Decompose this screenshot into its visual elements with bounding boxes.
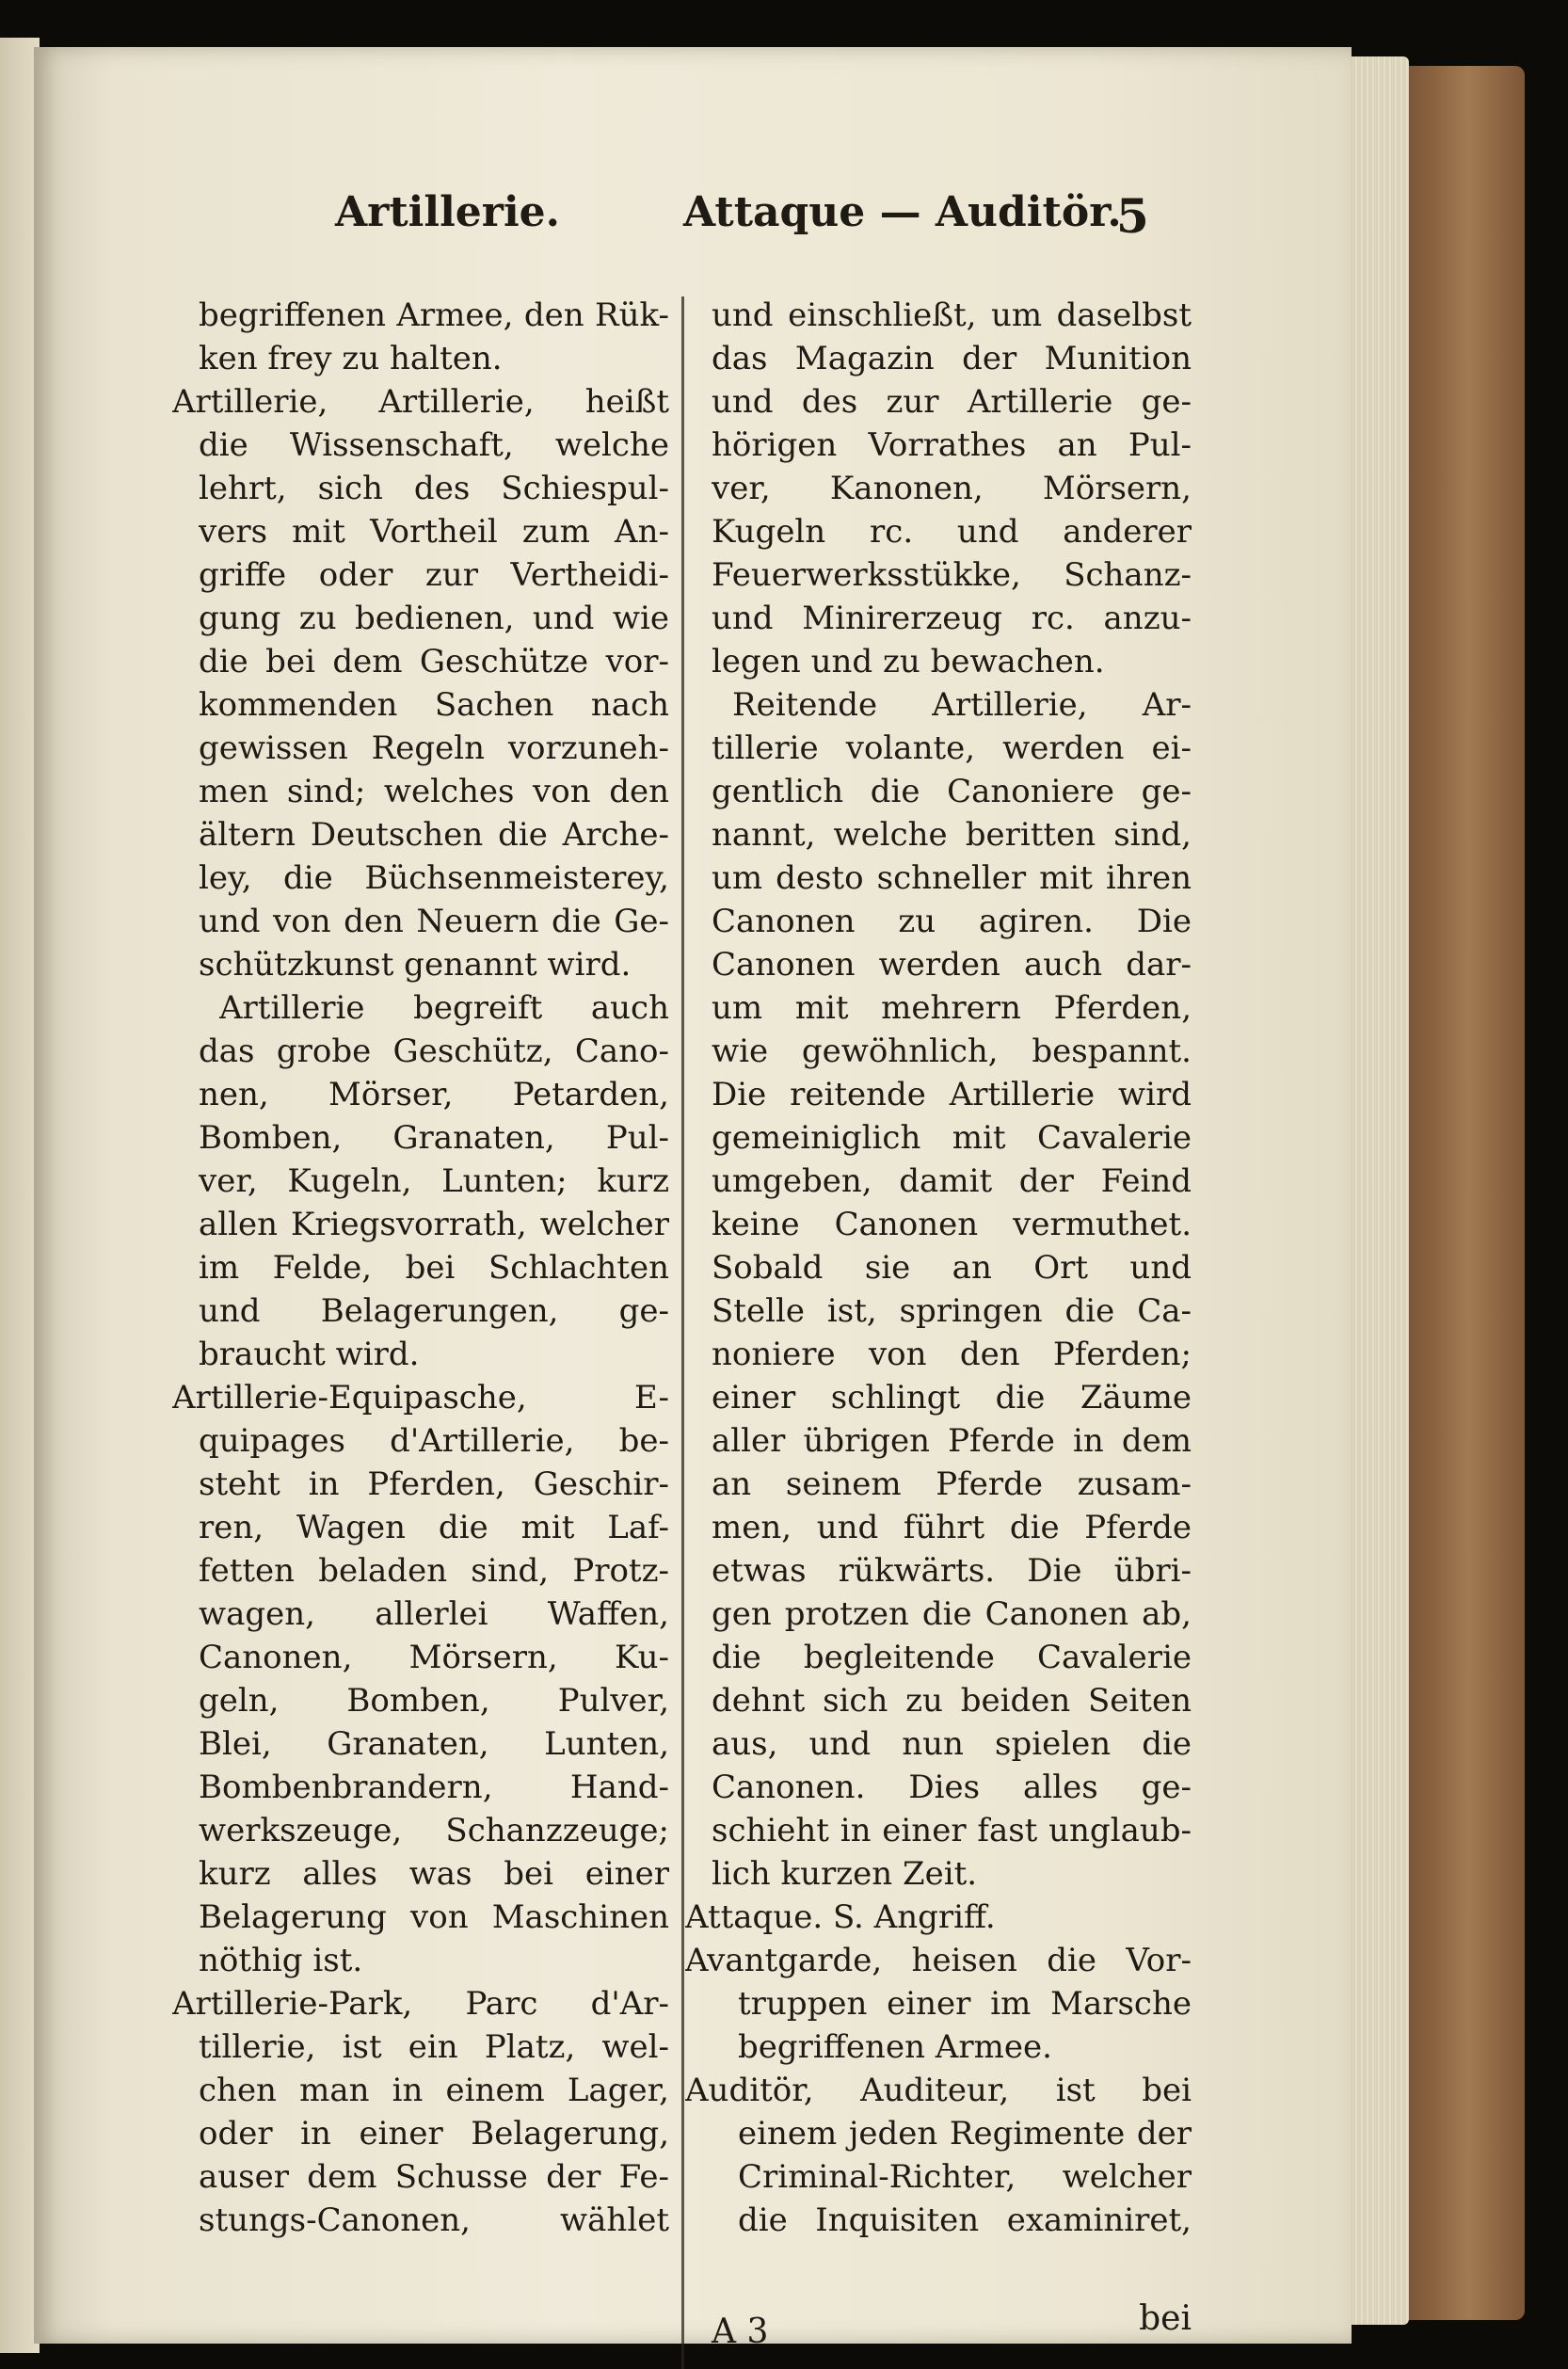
right-column — [685, 294, 1192, 2351]
text-line: Kugeln rc. und anderer — [712, 513, 1192, 551]
text-line: und einschließt, um daselbst — [712, 296, 1192, 334]
text-line: schieht in einer fast unglaub- — [712, 1812, 1192, 1849]
entry-head-line: Attaque. S. Angriff. — [685, 1898, 996, 1936]
text-line: das grobe Geschütz, Cano- — [199, 1032, 669, 1070]
text-line: wagen, allerlei Waffen, — [199, 1595, 669, 1633]
text-line: stungs-Canonen, wählet — [199, 2201, 669, 2239]
text-line: Artillerie begreift auch — [219, 989, 669, 1027]
text-line: und von den Neuern die Ge- — [199, 903, 669, 940]
text-line: braucht wird. — [199, 1336, 420, 1373]
text-line: auser dem Schusse der Fe- — [199, 2158, 669, 2196]
text-line: hörigen Vorrathes an Pul- — [712, 426, 1192, 464]
text-line: ley, die Büchsenmeisterey, — [199, 859, 669, 897]
running-head-right: Attaque — Auditör. — [683, 188, 1122, 236]
text-line: Canonen, Mörsern, Ku- — [199, 1639, 669, 1676]
text-line: griffe oder zur Vertheidi- — [199, 556, 669, 594]
text-line: kurz alles was bei einer — [199, 1855, 669, 1893]
text-line: fetten beladen sind, Protz- — [199, 1552, 669, 1590]
text-line: gentlich die Canoniere ge- — [712, 773, 1192, 810]
text-line: begriffenen Armee. — [738, 2028, 1052, 2066]
text-line: ver, Kanonen, Mörsern, — [712, 470, 1192, 507]
text-line: gen protzen die Canonen ab, — [712, 1595, 1192, 1633]
text-line: geln, Bomben, Pulver, — [199, 1682, 669, 1720]
text-line: ältern Deutschen die Arche- — [199, 816, 669, 854]
text-line: quipages d'Artillerie, be- — [199, 1422, 669, 1460]
text-line: begriffenen Armee, den Rük- — [199, 296, 669, 334]
text-line: noniere von den Pferden; — [712, 1336, 1192, 1373]
text-line: Die reitende Artillerie wird — [712, 1076, 1192, 1113]
text-line: aus, und nun spielen die — [712, 1725, 1192, 1763]
text-line: umgeben, damit der Feind — [712, 1162, 1192, 1200]
text-line: nöthig ist. — [199, 1942, 363, 1979]
book-page — [34, 47, 1352, 2351]
text-line: Canonen werden auch dar- — [712, 946, 1192, 984]
text-line: nen, Mörser, Petarden, — [199, 1076, 669, 1113]
text-line: tillerie volante, werden ei- — [712, 729, 1192, 767]
text-line: und Minirerzeug rc. anzu- — [712, 600, 1192, 637]
text-line: schützkunst genannt wird. — [199, 946, 632, 984]
text-line: um desto schneller mit ihren — [712, 859, 1192, 897]
text-line: und des zur Artillerie ge- — [712, 383, 1192, 421]
text-line: aller übrigen Pferde in dem — [712, 1422, 1192, 1460]
text-line: etwas rükwärts. Die übri- — [712, 1552, 1192, 1590]
column-rule — [681, 296, 684, 2369]
signature-mark: A 3 — [712, 2313, 769, 2351]
text-line: einer schlingt die Zäume — [712, 1379, 1192, 1417]
text-line: kommenden Sachen nach — [199, 686, 669, 724]
catchword: bei — [1139, 2299, 1192, 2338]
text-line: ken frey zu halten. — [199, 340, 503, 377]
text-line: Stelle ist, springen die Ca- — [712, 1292, 1192, 1330]
text-line: die begleitende Cavalerie — [712, 1639, 1192, 1676]
text-line: einem jeden Regimente der — [738, 2115, 1192, 2153]
page-number: 5 — [1116, 188, 1149, 244]
entry-head-line: Auditör, Auditeur, ist bei — [685, 2072, 1192, 2109]
entry-head-line: Avantgarde, heisen die Vor- — [685, 1942, 1192, 1979]
entry-head-line: Artillerie-Park, Parc d'Ar- — [172, 1985, 669, 2023]
text-line: und Belagerungen, ge- — [199, 1292, 669, 1330]
text-line: chen man in einem Lager, — [199, 2072, 669, 2109]
text-line: truppen einer im Marsche — [738, 1985, 1192, 2023]
entry-head-line: Artillerie, Artillerie, heißt — [172, 383, 669, 421]
entry-head-line: Reitende Artillerie, Ar- — [732, 686, 1192, 724]
text-line: oder in einer Belagerung, — [199, 2115, 669, 2153]
text-line: Belagerung von Maschinen — [199, 1898, 669, 1936]
text-line: Blei, Granaten, Lunten, — [199, 1725, 669, 1763]
text-line: Feuerwerksstükke, Schanz- — [712, 556, 1192, 594]
text-line: die Wissenschaft, welche — [199, 426, 669, 464]
text-line: werkszeuge, Schanzzeuge; — [199, 1812, 669, 1849]
text-line: nannt, welche beritten sind, — [712, 816, 1192, 854]
text-line: tillerie, ist ein Platz, wel- — [199, 2028, 669, 2066]
text-line: gewissen Regeln vorzuneh- — [199, 729, 669, 767]
text-line: Canonen. Dies alles ge- — [712, 1769, 1192, 1806]
text-line: gung zu bedienen, und wie — [199, 600, 669, 637]
text-line: um mit mehrern Pferden, — [712, 989, 1192, 1027]
text-line: men sind; welches von den — [199, 773, 669, 810]
text-line: allen Kriegsvorrath, welcher — [199, 1206, 669, 1243]
left-column — [172, 294, 669, 2242]
text-line: im Felde, bei Schlachten — [199, 1249, 669, 1287]
text-line: die Inquisiten examiniret, — [738, 2201, 1192, 2239]
text-line: dehnt sich zu beiden Seiten — [712, 1682, 1192, 1720]
text-line: Bomben, Granaten, Pul- — [199, 1119, 669, 1157]
text-line: steht in Pferden, Geschir- — [199, 1465, 669, 1503]
text-line: Criminal-Richter, welcher — [738, 2158, 1192, 2196]
text-line: Bombenbrandern, Hand- — [199, 1769, 669, 1806]
text-line: ver, Kugeln, Lunten; kurz — [199, 1162, 669, 1200]
text-line: an seinem Pferde zusam- — [712, 1465, 1192, 1503]
text-line: Canonen zu agiren. Die — [712, 903, 1192, 940]
text-line: lich kurzen Zeit. — [712, 1855, 978, 1893]
text-line: keine Canonen vermuthet. — [712, 1206, 1192, 1243]
text-line: Sobald sie an Ort und — [712, 1249, 1192, 1287]
text-line: lehrt, sich des Schiespul- — [199, 470, 669, 507]
text-line: legen und zu bewachen. — [712, 643, 1105, 680]
text-line: gemeiniglich mit Cavalerie — [712, 1119, 1192, 1157]
text-line: ren, Wagen die mit Laf- — [199, 1509, 669, 1546]
text-line: die bei dem Geschütze vor- — [199, 643, 669, 680]
text-line: wie gewöhnlich, bespannt. — [712, 1032, 1192, 1070]
text-line: vers mit Vortheil zum An- — [199, 513, 669, 551]
text-line: das Magazin der Munition — [712, 340, 1192, 377]
entry-head-line: Artillerie-Equipasche, E- — [172, 1379, 669, 1417]
running-head-left: Artillerie. — [335, 188, 560, 236]
text-line: men, und führt die Pferde — [712, 1509, 1192, 1546]
